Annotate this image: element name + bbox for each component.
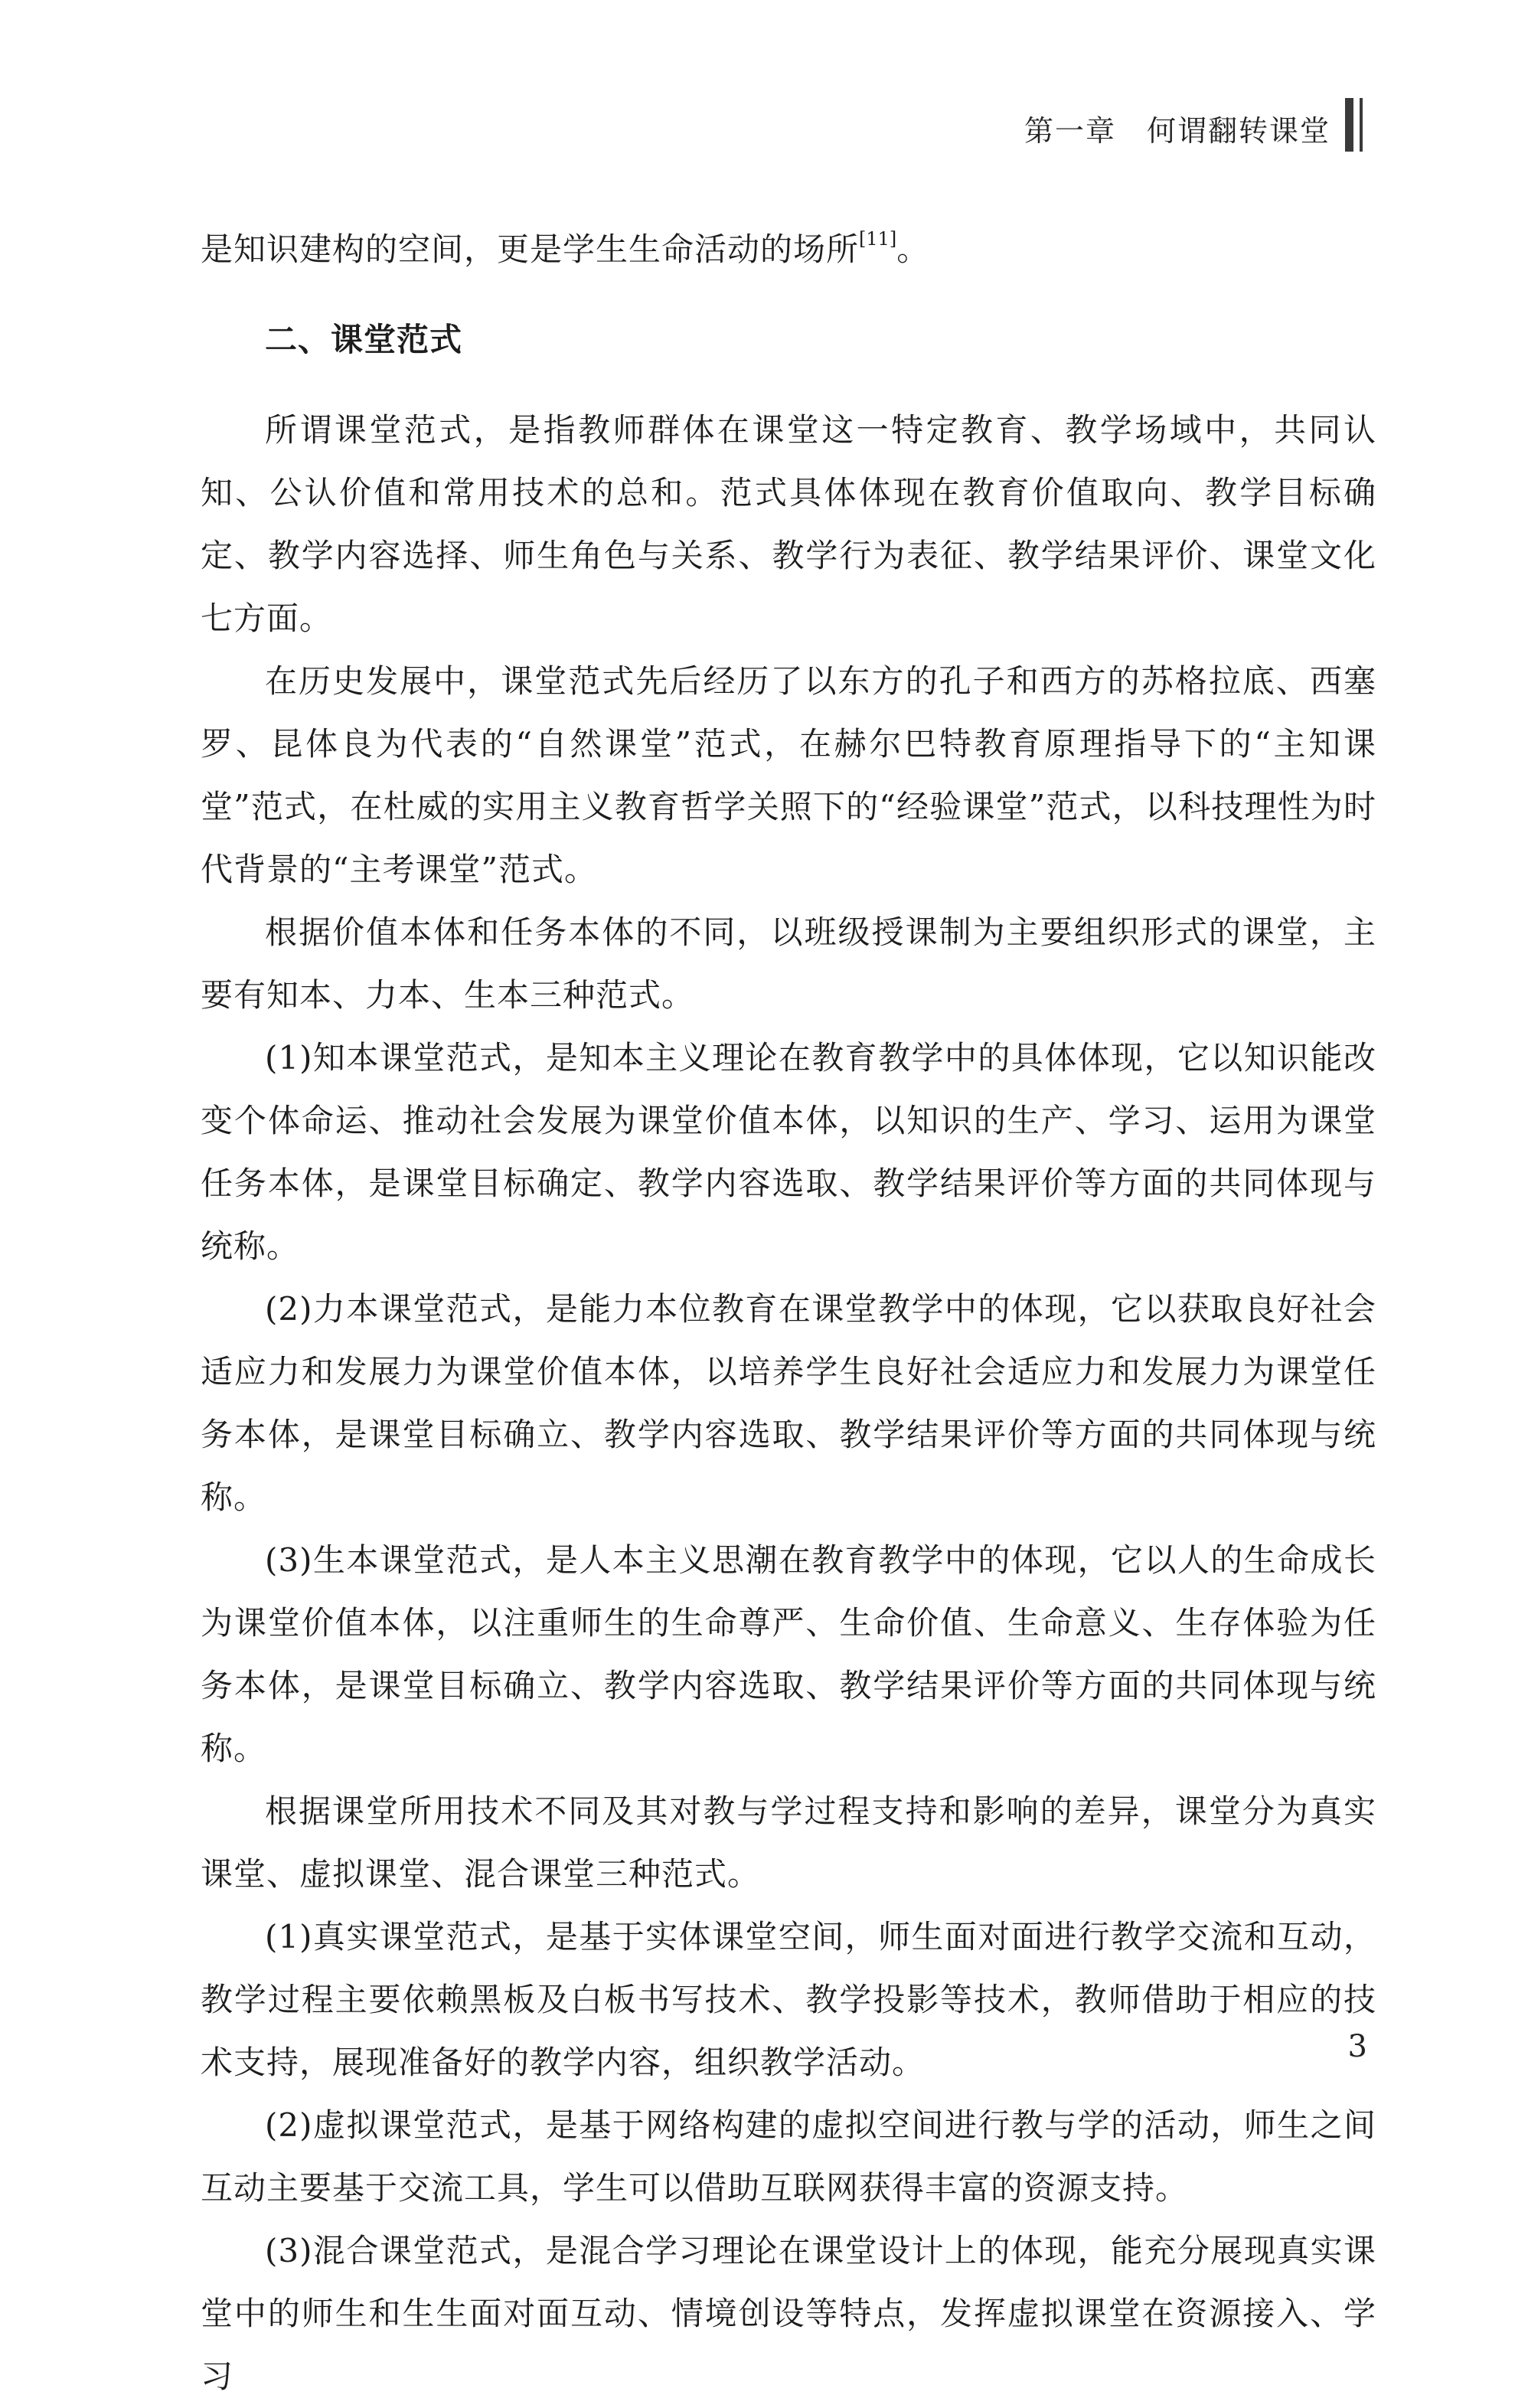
paragraph-value-based-intro: 根据价值本体和任务本体的不同，以班级授课制为主要组织形式的课堂，主要有知本、力本、生本三种范式。 — [201, 913, 1376, 1014]
paragraph-real-classroom: (1)真实课堂范式，是基于实体课堂空间，师生面对面进行教学交流和互动，教学过程主要依赖黑板及白板书写技术、教学投影等技术，教师借助于相应的技术支持，展现准备好的教学内容，组织教学活动。 — [201, 1918, 1376, 2081]
running-header: 第一章 何谓翻转课堂 — [1024, 114, 1330, 148]
paragraph-ability-based: (2)力本课堂范式，是能力本位教育在课堂教学中的体现，它以获取良好社会适应力和发展力为课堂价值本体，以培养学生良好社会适应力和发展力为课堂任务本体，是课堂目标确立、教学内容选取、教学结果评价等方面的共同体现与统称。 — [201, 1290, 1376, 1516]
paragraph-technology-intro: 根据课堂所用技术不同及其对教与学过程支持和影响的差异，课堂分为真实课堂、虚拟课堂、混合课堂三种范式。 — [201, 1792, 1376, 1893]
paragraph-knowledge-based: (1)知本课堂范式，是知本主义理论在教育教学中的具体体现，它以知识能改变个体命运、推动社会发展为课堂价值本体，以知识的生产、学习、运用为课堂任务本体，是课堂目标确定、教学内容选取、教学结果评价等方面的共同体现与统称。 — [201, 1039, 1376, 1265]
header-decoration-bar — [1345, 98, 1353, 152]
paragraph-virtual-classroom: (2)虚拟课堂范式，是基于网络构建的虚拟空间进行教与学的活动，师生之间互动主要基于交流工具，学生可以借助互联网获得丰富的资源支持。 — [201, 2106, 1376, 2207]
paragraph-blended-classroom: (3)混合课堂范式，是混合学习理论在课堂设计上的体现，能充分展现真实课堂中的师生和生生面对面互动、情境创设等特点，发挥虚拟课堂在资源接入、学习 — [201, 2232, 1376, 2395]
body-text — [201, 218, 1376, 2408]
continued-paragraph — [201, 218, 1376, 281]
page-number: 3 — [1347, 2029, 1367, 2064]
continued-paragraph-text: 是知识建构的空间，更是学生生命活动的场所 — [201, 230, 860, 268]
section-heading: 二、课堂范式 — [265, 321, 463, 358]
header-decoration-bar-thin — [1360, 98, 1363, 152]
paragraph-definition: 所谓课堂范式，是指教师群体在课堂这一特定教育、教学场域中，共同认知、公认价值和常用技术的总和。范式具体体现在教育价值取向、教学目标确定、教学内容选择、师生角色与关系、教学行为表征、教学结果评价、课堂文化七方面。 — [201, 411, 1376, 637]
paragraph-life-based: (3)生本课堂范式，是人本主义思潮在教育教学中的体现，它以人的生命成长为课堂价值本体，以注重师生的生命尊严、生命价值、生命意义、生存体验为任务本体，是课堂目标确立、教学内容选取、教学结果评价等方面的共同体现与统称。 — [201, 1541, 1376, 1767]
citation-marker: [11] — [859, 228, 897, 250]
paragraph-history: 在历史发展中，课堂范式先后经历了以东方的孔子和西方的苏格拉底、西塞罗、昆体良为代表的“自然课堂”范式，在赫尔巴特教育原理指导下的“主知课堂”范式，在杜威的实用主义教育哲学关照下的“经验课堂”范式，以科技理性为时代背景的“主考课堂”范式。 — [201, 662, 1376, 888]
continued-paragraph-end: 。 — [896, 230, 930, 268]
